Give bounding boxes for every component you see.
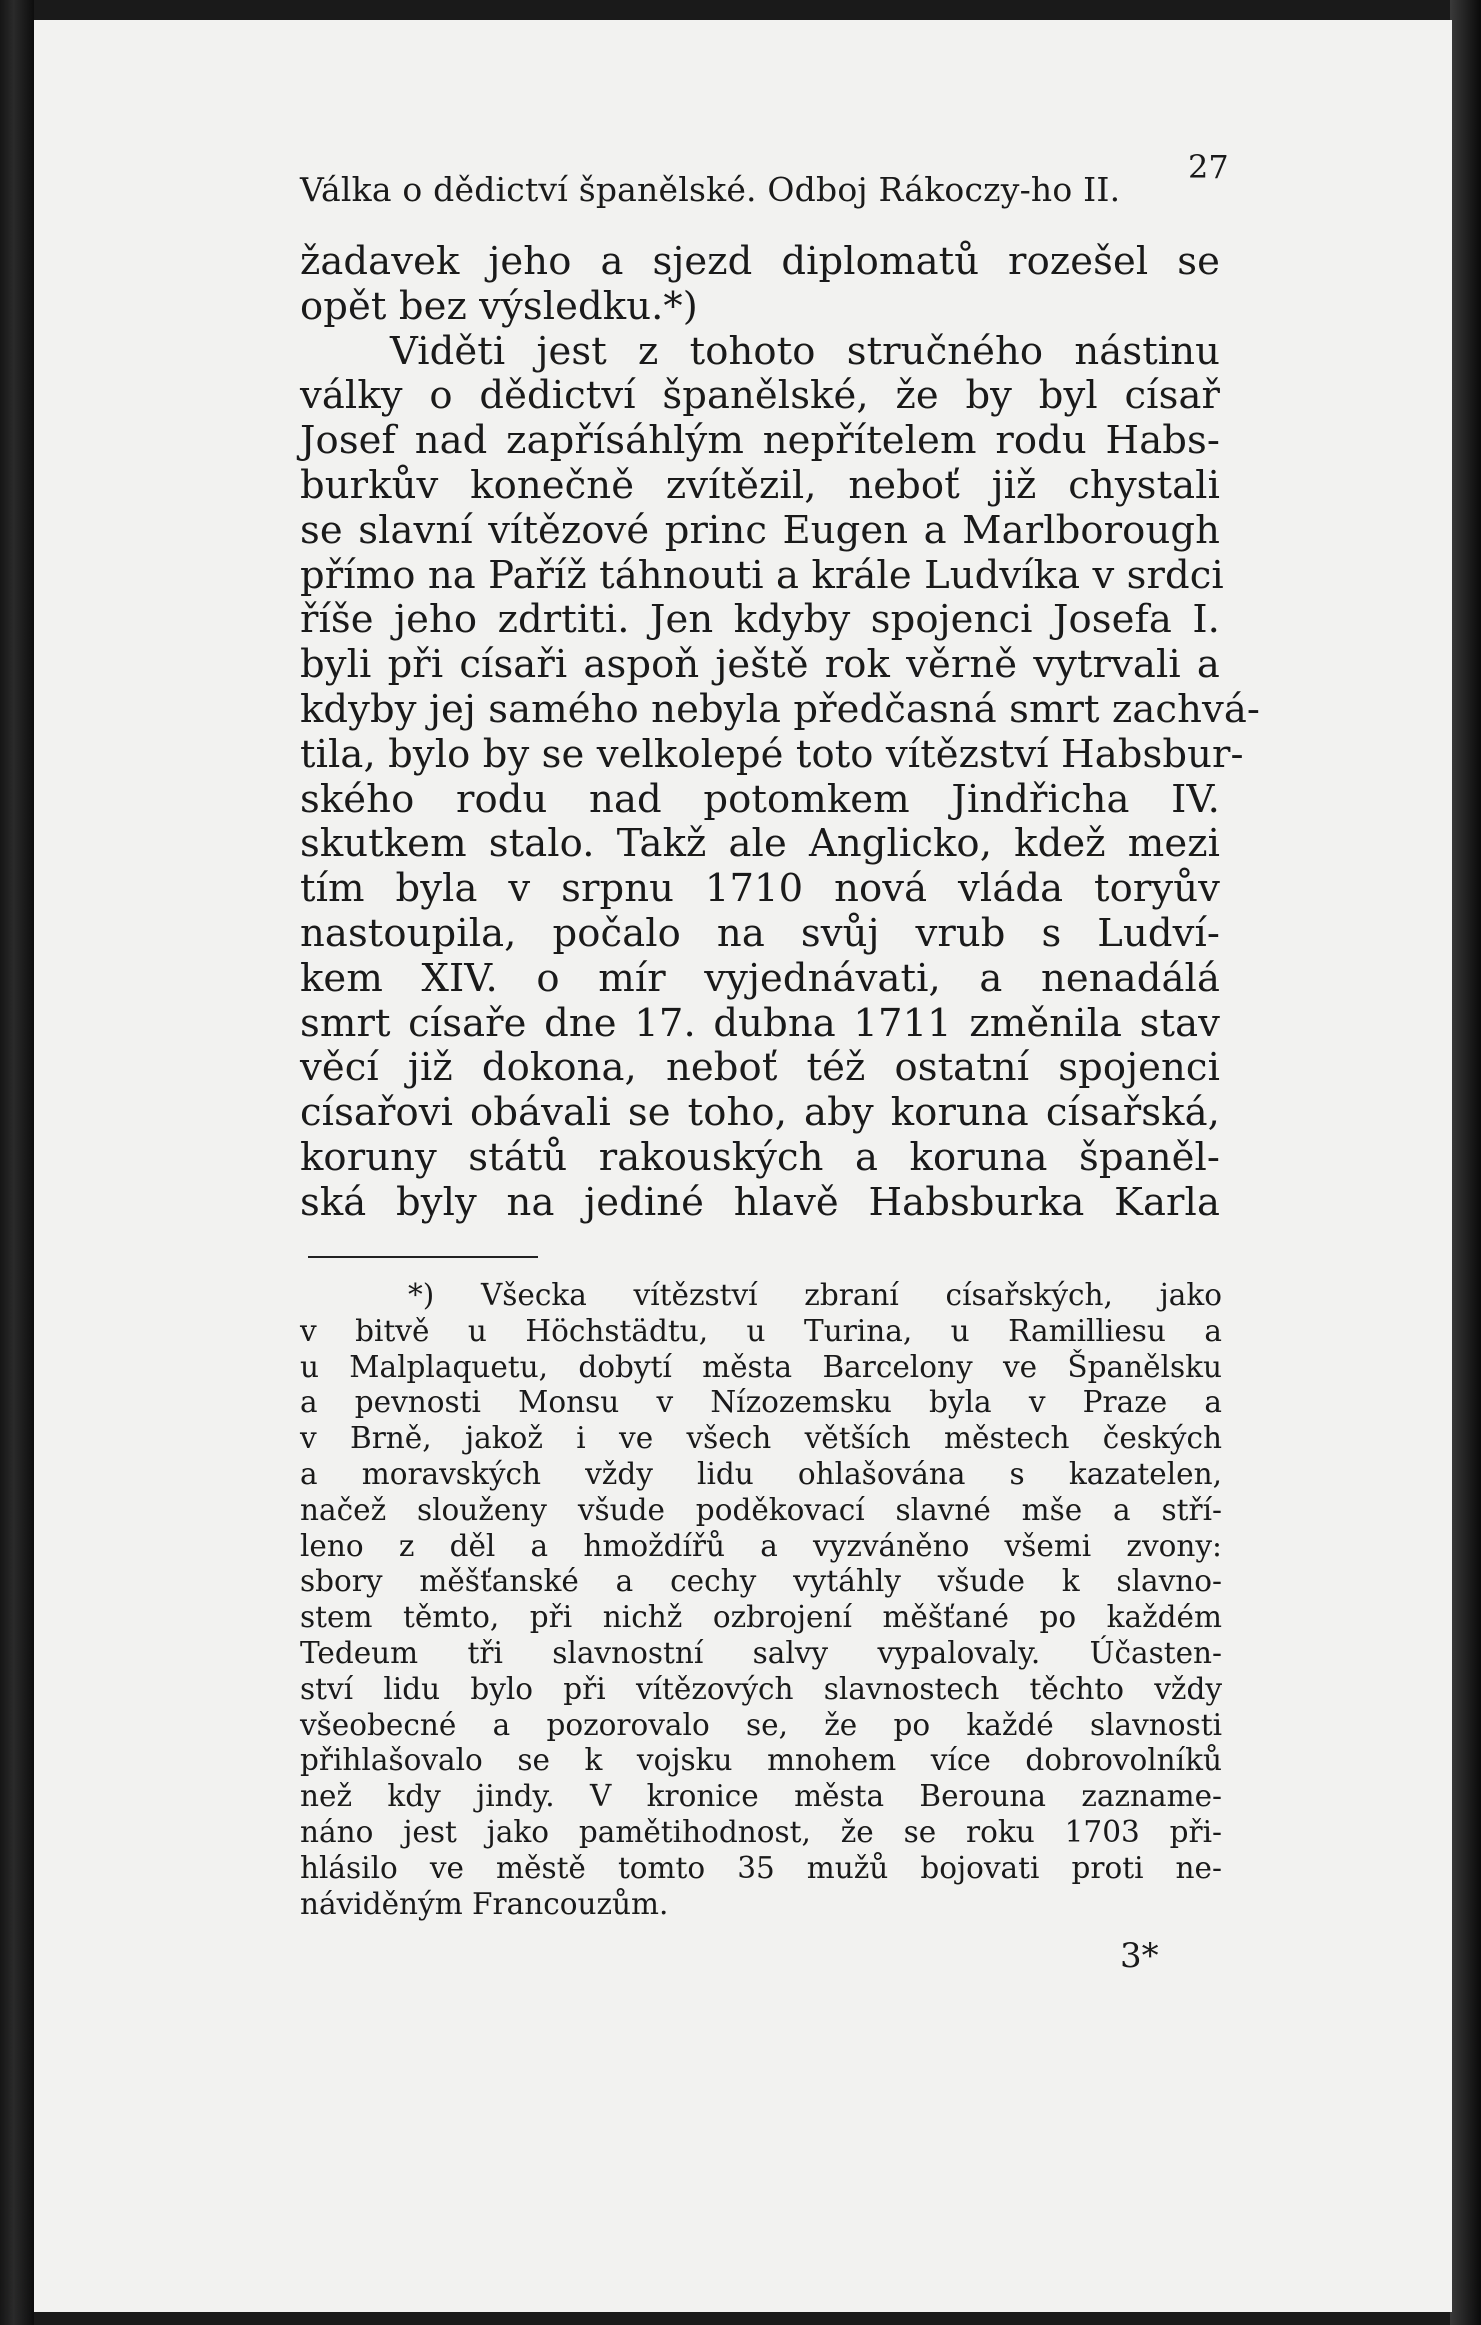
text-line: žadavek jeho a sjezd diplomatů rozešel se: [300, 239, 1220, 284]
text-line: nastoupila, počalo na svůj vrub s Ludví-: [300, 910, 1220, 956]
text-line: byli při císaři aspoň ještě rok věrně vytrvali a: [300, 642, 1220, 688]
footnote-line: přihlašovalo se k vojsku mnohem více dobrovolníků: [300, 1743, 1222, 1778]
footnote-line: v Brně, jakož i ve všech větších městech českých: [300, 1421, 1222, 1456]
footnote-line: než kdy jindy. V kronice města Berouna zazname-: [300, 1779, 1222, 1814]
footnote-line: *) Všecka vítězství zbraní císařských, jako: [408, 1278, 1222, 1312]
text-line: Viděti jest z tohoto stručného nástinu: [390, 328, 1220, 374]
footnote-line: všeobecné a pozorovalo se, že po každé slavnosti: [300, 1707, 1222, 1742]
footnote-line: sbory měšťanské a cechy vytáhly všude k slavno-: [300, 1564, 1222, 1599]
text-line: ského rodu nad potomkem Jindřicha IV.: [300, 776, 1220, 822]
text-line: říše jeho zdrtiti. Jen kdyby spojenci Josefa I.: [300, 597, 1220, 643]
footnote-line: náno jest jako pamětihodnost, že se roku 1703 při-: [300, 1814, 1222, 1849]
footnote-line: stem těmto, při nichž ozbrojení měšťané po každém: [300, 1600, 1222, 1635]
footnote-line: ství lidu bylo při vítězových slavnostech těchto vždy: [300, 1671, 1222, 1706]
text-line: kdyby jej samého nebyla předčasná smrt zachvá-: [300, 686, 1260, 732]
printer-signature-mark: 3*: [1120, 1936, 1159, 1976]
text-line: Josef nad zapřísáhlým nepřítelem rodu Habs-: [300, 418, 1220, 464]
scan-right-edge: [1450, 0, 1481, 2325]
text-line: kem XIV. o mír vyjednávati, a nenadálá: [300, 955, 1220, 1001]
text-line: ská byly na jediné hlavě Habsburka Karla: [300, 1179, 1220, 1225]
text-line: skutkem stalo. Takž ale Anglicko, kdež mezi: [300, 821, 1220, 867]
footnote-line: Tedeum tři slavnostní salvy vypalovaly. Účasten-: [300, 1635, 1222, 1670]
text-line: císařovi obávali se toho, aby koruna císařská,: [300, 1090, 1220, 1136]
text-line: burkův konečně zvítězil, neboť již chystali: [300, 462, 1220, 508]
footnote-line: leno z děl a hmoždířů a vyzváněno všemi zvony:: [300, 1528, 1222, 1563]
text-line: se slavní vítězové princ Eugen a Marlborough: [300, 507, 1220, 553]
running-head: Válka o dědictví španělské. Odboj Rákoczy-ho II.: [300, 170, 1121, 209]
footnote-line: náviděným Francouzům.: [300, 1886, 669, 1921]
text-line: tím byla v srpnu 1710 nová vláda toryův: [300, 866, 1220, 912]
text-line: opět bez výsledku.*): [300, 283, 698, 329]
footnote-line: v bitvě u Höchstädtu, u Turina, u Ramilliesu a: [300, 1313, 1222, 1348]
text-line: koruny států rakouských a koruna španěl-: [300, 1134, 1220, 1180]
main-text: [300, 239, 1260, 1226]
footnote-separator-rule: [308, 1256, 538, 1258]
text-line: přímo na Paříž táhnouti a krále Ludvíka v srdci: [300, 552, 1224, 598]
text-line: tila, bylo by se velkolepé toto vítězství Habsbur-: [300, 731, 1244, 777]
footnote-line: hlásilo ve městě tomto 35 mužů bojovati proti ne-: [300, 1850, 1222, 1885]
text-line: války o dědictví španělské, že by byl císař: [300, 373, 1220, 419]
scan-left-margin-shadow: [0, 0, 34, 2325]
footnote-line: a moravských vždy lidu ohlašována s kazatelen,: [300, 1456, 1222, 1491]
footnote-line: načež slouženy všude poděkovací slavné mše a stří-: [300, 1492, 1222, 1527]
footnote-line: u Malplaquetu, dobytí města Barcelony ve Španělsku: [300, 1349, 1222, 1384]
footnote-line: a pevnosti Monsu v Nízozemsku byla v Praze a: [300, 1385, 1222, 1420]
page-number: 27: [1188, 148, 1229, 186]
text-line: smrt císaře dne 17. dubna 1711 změnila stav: [300, 1000, 1220, 1046]
footnote: [300, 1278, 1222, 1922]
text-line: věcí již dokona, neboť též ostatní spojenci: [300, 1045, 1220, 1091]
